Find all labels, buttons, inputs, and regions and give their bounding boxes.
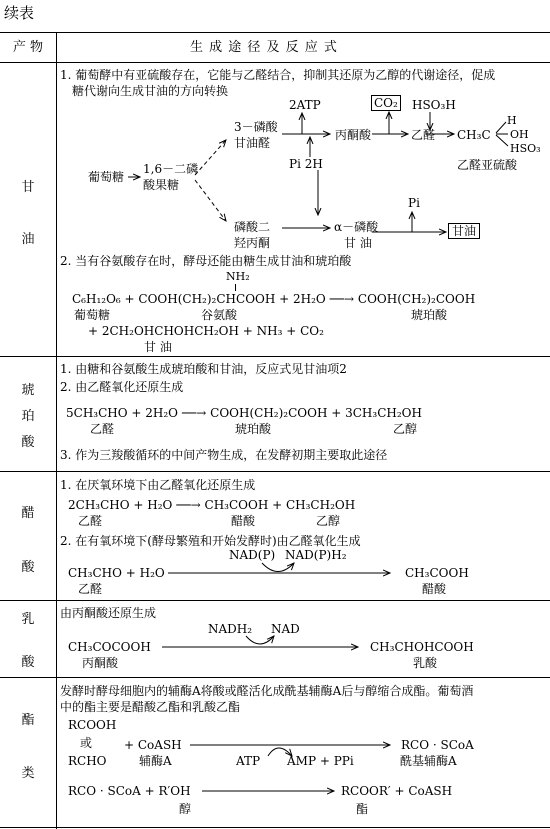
- acetic-equation-1: 2CH₃CHO + H₂O ──→ CH₃COOH + CH₃CH₂OH: [68, 498, 356, 512]
- or-label: 或: [80, 736, 93, 750]
- succinic-para2: 2. 由乙醛氧化还原生成: [60, 380, 184, 394]
- nad-label: NAD: [271, 622, 300, 636]
- label-lactic: 乳酸: [413, 656, 438, 670]
- acetic-eq2-right: CH₃COOH: [405, 566, 469, 580]
- label-acetic-2: 醋酸: [422, 582, 447, 596]
- nadph2-label: NAD(P)H₂: [285, 548, 347, 562]
- dhap-label-1: 磷酸二: [234, 220, 271, 234]
- label-alcohol: 醇: [179, 802, 192, 816]
- category-succinic-2: 珀: [21, 409, 35, 424]
- nh2-label: NH₂: [226, 270, 250, 283]
- label-acetaldehyde-2: 乙醛: [78, 514, 103, 528]
- label-succinic-acid: 琥珀酸: [411, 308, 448, 322]
- category-esters-2: 类: [21, 766, 35, 781]
- succinic-equation: 5CH₃CHO + 2H₂O ──→ COOH(CH₂)₂COOH + 3CH₃CH₂OH: [66, 406, 422, 420]
- category-lactic-2: 酸: [21, 655, 35, 670]
- esters-eq2-right: RCOOR′ + CoASH: [341, 784, 453, 798]
- category-succinic-1: 琥: [21, 383, 35, 398]
- category-succinic-3: 酸: [21, 435, 35, 450]
- fbp-label-1: 1,6－二磷: [143, 162, 199, 176]
- arrow-fbp-g3p: [195, 140, 226, 175]
- category-glycerol-2: 油: [21, 232, 35, 247]
- category-lactic-1: 乳: [21, 612, 35, 627]
- pi-label: Pi: [408, 196, 420, 210]
- category-esters-1: 酯: [21, 713, 35, 728]
- esters-para1-line2: 中的酯主要是醋酸乙酯和乳酸乙酯: [60, 700, 241, 714]
- bond-lower: [496, 135, 508, 146]
- category-acetic-1: 醋: [21, 506, 35, 521]
- glycerophosphate-label-1: α－磷酸: [334, 220, 379, 234]
- header-product: 产 物: [12, 40, 44, 55]
- arrow-nadp-curve: [262, 563, 294, 572]
- label-ester: 酯: [356, 802, 369, 816]
- acyl-coa-label: 酰基辅酶A: [400, 754, 457, 768]
- rcooh-label: RCOOH: [68, 718, 117, 732]
- label-pyruvate: 丙酮酸: [82, 656, 119, 670]
- pi2h-label: Pi 2H: [289, 157, 323, 171]
- lactic-eq-left: CH₃COCOOH: [68, 640, 151, 654]
- amp-label: AMP + PPi: [287, 754, 354, 768]
- oh-label: OH: [510, 128, 529, 141]
- rcho-label: RCHO: [68, 754, 107, 768]
- bond-upper: [496, 122, 506, 133]
- glycerophosphate-label-2: 甘 油: [344, 236, 372, 250]
- ch3c-label: CH₃C: [457, 128, 491, 142]
- category-acetic-2: 酸: [21, 560, 35, 575]
- glycerol-para1-line1: 1. 葡萄酵中有亚硫酸存在，它能与乙醛结合，抑制其还原为乙醇的代谢途径，促成: [60, 68, 496, 82]
- g3p-label-2: 甘油醛: [234, 136, 271, 150]
- succinic-para3: 3. 作为三羧酸循环的中间产物生成，在发酵初期主要取此途径: [60, 448, 388, 462]
- label-acetaldehyde: 乙醛: [90, 422, 115, 436]
- glycerol-para2: 2. 当有谷氨酸存在时，酵母还能由糖生成甘油和琥珀酸: [60, 254, 352, 268]
- arrow-fbp-dhap: [195, 180, 226, 221]
- label-glycerol: 甘 油: [144, 340, 172, 354]
- acetic-para2: 2. 在有氧环境下(酵母繁殖和开始发酵时)由乙醛氧化生成: [60, 534, 361, 548]
- hso3-label: HSO₃: [510, 142, 541, 155]
- plus-coash-label: + CoASH: [124, 738, 182, 752]
- label-glucose: 葡萄糖: [74, 308, 111, 322]
- coa-label: 辅酶A: [139, 754, 172, 768]
- label-succinic: 琥珀酸: [235, 422, 272, 436]
- acetic-para1: 1. 在厌氧环境下由乙醛氧化还原生成: [60, 478, 256, 492]
- bisulfite-label: 乙醛亚硫酸: [457, 158, 518, 172]
- atp-label: 2ATP: [289, 98, 321, 112]
- category-glycerol-1: 甘: [21, 180, 35, 195]
- succinic-para1: 1. 由糖和谷氨酸生成琥珀酸和甘油，反应式见甘油项2: [60, 362, 347, 376]
- g3p-label-1: 3－磷酸: [234, 120, 278, 134]
- nadh2-label: NADH₂: [208, 622, 253, 636]
- label-ethanol-2: 乙醇: [316, 514, 341, 528]
- arrow-nadh-curve: [246, 636, 274, 644]
- rco-scoa-label: RCO · SCoA: [401, 738, 474, 752]
- header-pathway: 生 成 途 径 及 反 应 式: [190, 40, 338, 55]
- glucose-label: 葡萄糖: [88, 170, 125, 184]
- h-label: H: [507, 114, 517, 127]
- lactic-eq-right: CH₃CHOHCOOH: [370, 640, 474, 654]
- glycerol-equation-1: C₆H₁₂O₆ + COOH(CH₂)₂CHCOOH + 2H₂O ──→ COOH(CH₂)₂COOH: [72, 292, 476, 306]
- pyruvate-label: 丙酮酸: [335, 128, 372, 142]
- hso3h-label: HSO₃H: [412, 98, 456, 112]
- esters-eq2-left: RCO · SCoA + R′OH: [68, 784, 191, 798]
- label-glutamic-acid: 谷氨酸: [201, 308, 238, 322]
- label-acetaldehyde-3: 乙醛: [78, 582, 103, 596]
- atp-label-2: ATP: [236, 754, 261, 768]
- nadp-label: NAD(P): [229, 548, 276, 562]
- fbp-label-2: 酸果糖: [143, 178, 180, 192]
- acetaldehyde-label: 乙醛: [411, 128, 436, 142]
- acetic-eq2-left: CH₃CHO + H₂O: [68, 566, 165, 580]
- glycerol-equation-2: + 2CH₂OHCHOHCH₂OH + NH₃ + CO₂: [88, 324, 324, 338]
- label-acetic: 醋酸: [231, 514, 256, 528]
- page-title: 续表: [4, 4, 35, 22]
- lactic-para1: 由丙酮酸还原生成: [60, 606, 157, 620]
- co2-label: CO₂: [374, 96, 398, 110]
- esters-para1-line1: 发酵时酵母细胞内的辅酶A将酸或醛活化成酰基辅酶A后与醇缩合成酯。葡萄酒: [60, 684, 474, 698]
- arrow-atp-curve: [268, 748, 292, 756]
- label-ethanol: 乙醇: [393, 422, 418, 436]
- dhap-label-2: 羟丙酮: [234, 236, 271, 250]
- glycerol-box-label: 甘油: [452, 224, 477, 238]
- glycerol-para1-line2: 糖代谢向生成甘油的方向转换: [72, 84, 229, 98]
